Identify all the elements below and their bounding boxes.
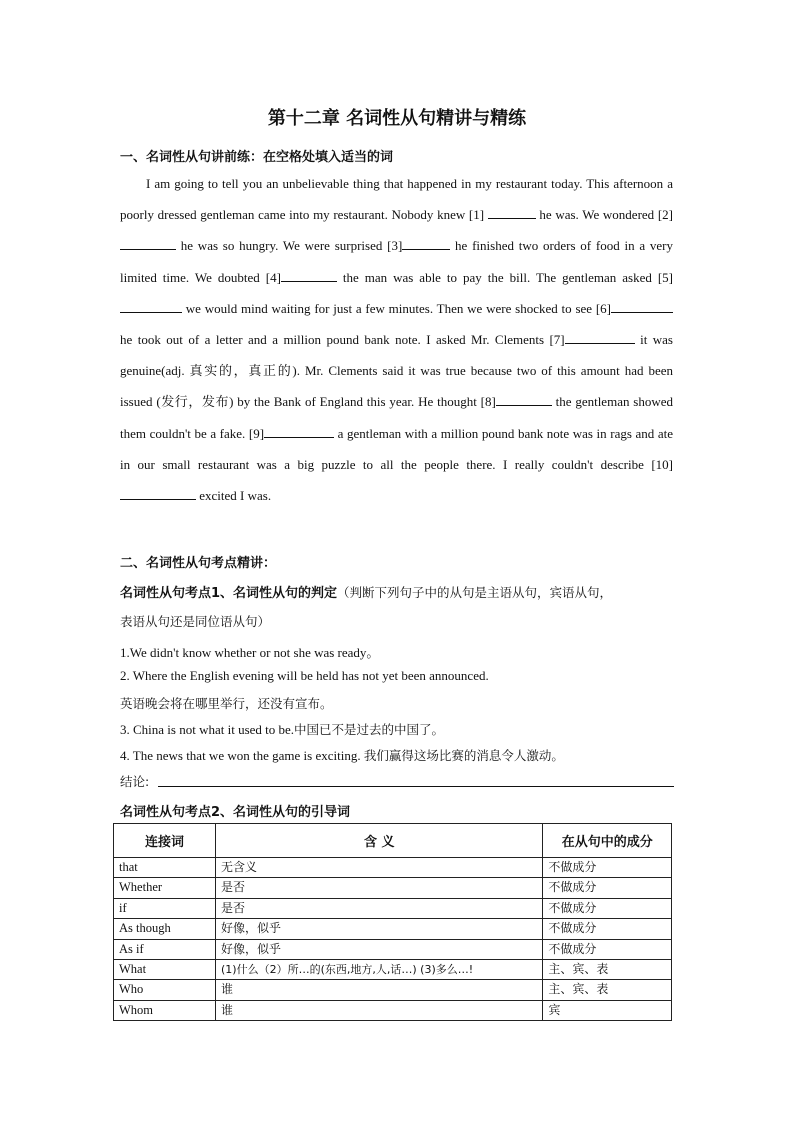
section2-heading: 二、名词性从句考点精讲： [120,556,277,571]
cell-conjunction: if [114,898,216,918]
sentence-4-cn: 我们赢得这场比赛的消息令人激动。 [363,748,564,763]
point2-title: 名词性从句考点2、名词性从句的引导词 [120,805,351,820]
conjunction-table [113,823,672,1021]
cell-meaning: 是否 [216,878,543,898]
cell-meaning: 无含义 [216,858,543,878]
passage-text: he was so hungry. We were surprised [3] [176,238,403,254]
passage-text: he was. We wondered [2] [535,207,673,223]
cell-meaning: (1)什么（2）所…的(东西,地方,人,话…) (3)多么…! [216,960,543,980]
cell-conjunction: Whom [114,1000,216,1020]
table-row [114,939,672,959]
cell-role: 宾 [543,1000,672,1020]
passage-text: excited I was. [196,488,272,504]
cell-role: 不做成分 [543,939,672,959]
table-row [114,878,672,898]
cloze-passage [120,168,673,511]
cell-conjunction: that [114,858,216,878]
blank-1[interactable] [488,206,536,219]
table-header-row [114,824,672,858]
cell-meaning: 好像，似乎 [216,919,543,939]
blank-10[interactable] [120,487,196,500]
passage-text: he finished two orders of food in a very limited time. We doubted [4] [120,238,673,285]
passage-text: the man was able to pay the bill. The gentleman asked [5] [336,269,673,285]
table-row [114,858,672,878]
sentence-3-cn: 中国已不是过去的中国了。 [294,722,445,737]
cell-conjunction: What [114,960,216,980]
cell-meaning: 谁 [216,980,543,1000]
cell-conjunction: Who [114,980,216,1000]
blank-6[interactable] [611,300,673,313]
sentence-4-en: 4. The news that we won the game is exciting. [120,748,364,763]
blank-8[interactable] [496,393,552,406]
blank-4[interactable] [281,269,337,282]
passage-text: I am going to tell you an unbelievable thing that happened in my restaurant today. This afternoon a poorly dressed gentleman came into my restaurant. Nobody knew [1] [120,176,673,223]
cell-meaning: 是否 [216,898,543,918]
table-row [114,919,672,939]
sentence-2: 2. Where the English evening will be held has not yet been announced. [120,668,489,683]
passage-text: it was genuine(adj. 真实的，真正的). Mr. Clements said it was true because two of this amount had been issued (发行，发布) by the Bank of England this year. He thought [8] [120,332,673,410]
table-row [114,1000,672,1020]
conclusion-label: 结论: [120,774,150,789]
cell-meaning: 好像，似乎 [216,939,543,959]
blank-3[interactable] [402,237,450,250]
cell-role: 主、宾、表 [543,980,672,1000]
point1-line [120,582,612,601]
cell-role: 不做成分 [543,858,672,878]
passage-text: the gentleman showed them couldn't be a fake. [9] [120,394,674,441]
blank-7[interactable] [565,331,635,344]
table-row [114,960,672,980]
cell-meaning: 谁 [216,1000,543,1020]
header-meaning: 含 义 [216,824,543,858]
cell-role: 不做成分 [543,878,672,898]
sentence-3 [120,720,444,738]
passage-text: a gentleman with a million pound bank note was in rags and ate in our small restaurant was a big puzzle to all the people there. I really couldn't describe [10] [120,425,673,472]
header-conjunction: 连接词 [114,824,216,858]
passage-text: we would mind waiting for just a few minutes. Then we were shocked to see [6] [182,300,611,316]
point1-note: （判断下列句子中的从句是主语从句，宾语从句， [337,585,613,600]
passage-text: he took out of a letter and a million pound bank note. I asked Mr. Clements [7] [120,332,565,348]
cell-conjunction: As if [114,939,216,959]
cell-role: 不做成分 [543,898,672,918]
header-role: 在从句中的成分 [543,824,672,858]
blank-2[interactable] [120,237,176,250]
page-title: 第十二章 名词性从句精讲与精练 [267,108,527,129]
sentence-1: 1.We didn't know whether or not she was ready。 [120,645,380,660]
sentence-3-en: 3. China is not what it used to be. [120,722,295,737]
cell-role: 主、宾、表 [543,960,672,980]
sentence-2-translation: 英语晚会将在哪里举行，还没有宣布。 [120,696,333,711]
conclusion-answer-line[interactable] [158,786,674,787]
table-row [114,898,672,918]
sentence-4 [120,746,564,764]
cell-role: 不做成分 [543,919,672,939]
section1-heading: 一、名词性从句讲前练：在空格处填入适当的词 [120,150,394,165]
cell-conjunction: As though [114,919,216,939]
blank-9[interactable] [264,425,334,438]
point1-title: 名词性从句考点1、名词性从句的判定 [120,586,338,601]
point1-note-cont: 表语从句还是同位语从句） [120,614,271,629]
table-row [114,980,672,1000]
blank-5[interactable] [120,300,182,313]
cell-conjunction: Whether [114,878,216,898]
